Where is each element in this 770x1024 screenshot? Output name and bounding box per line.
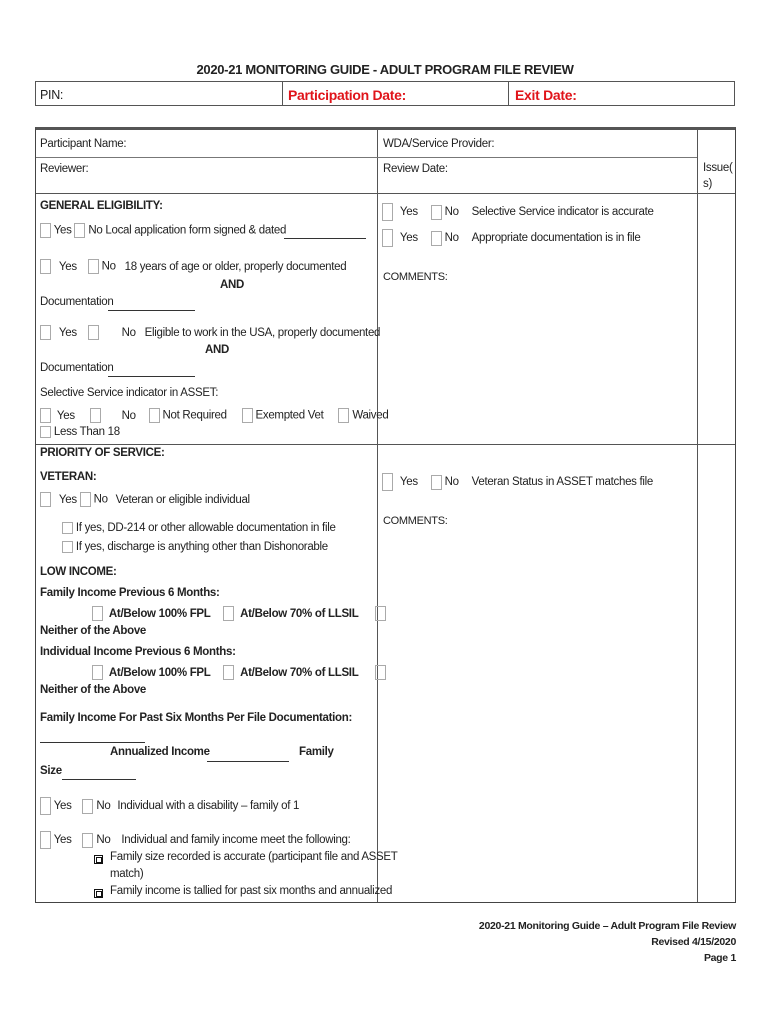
ss-accurate-row [382, 203, 654, 221]
documentation-label: Documentation [40, 362, 114, 374]
row-divider [36, 193, 735, 194]
no-checkbox[interactable] [88, 325, 99, 340]
exempted-vet-label: Exempted Vet [255, 409, 324, 422]
comments-label: COMMENTS: [383, 271, 448, 283]
yes-label: Yes [399, 232, 418, 245]
ss-options-row [40, 408, 388, 423]
discharge-text: If yes, discharge is anything other than Dishonorable [75, 541, 328, 554]
issues-label: Issue( [703, 162, 733, 174]
app-form-row [40, 223, 286, 238]
family-label: Family [299, 746, 334, 758]
blank-line [62, 779, 136, 780]
llsil-checkbox[interactable] [223, 606, 234, 621]
yes-checkbox[interactable] [40, 797, 51, 815]
docs-row [382, 229, 640, 247]
less-than-18-row [40, 426, 120, 438]
divider [282, 82, 283, 105]
row-divider [36, 444, 735, 445]
yes-label: Yes [53, 224, 72, 237]
general-eligibility-heading: GENERAL ELIGIBILITY: [40, 200, 163, 212]
issues-label-2: s) [703, 178, 712, 190]
veteran-text: Veteran or eligible individual [115, 493, 250, 506]
participation-date-label: Participation Date: [288, 87, 406, 103]
and-label: AND [205, 344, 230, 356]
yes-checkbox[interactable] [382, 473, 393, 491]
fpl-label: At/Below 100% FPL [108, 666, 211, 679]
disability-text: Individual with a disability – family of 1 [117, 800, 300, 813]
yes-checkbox[interactable] [40, 325, 51, 340]
dd214-checkbox[interactable] [62, 522, 73, 534]
yes-label: Yes [58, 493, 77, 506]
individual-fpl-row [92, 665, 386, 680]
no-label: No [88, 224, 103, 237]
less-than-18-checkbox[interactable] [40, 426, 51, 438]
less-than-18-label: Less Than 18 [53, 426, 120, 439]
vet-status-row [382, 473, 653, 491]
participant-name-label: Participant Name: [40, 138, 127, 150]
not-required-label: Not Required [162, 409, 227, 422]
app-form-text: Local application form signed & dated [105, 224, 287, 237]
wda-provider-label: WDA/Service Provider: [383, 138, 495, 150]
yes-label: Yes [58, 326, 77, 339]
neither-label: Neither of the Above [40, 625, 147, 637]
past-six-heading: Family Income For Past Six Months Per File Documentation: [40, 712, 352, 724]
no-label: No [96, 834, 111, 847]
priority-heading: PRIORITY OF SERVICE: [40, 447, 165, 459]
fpl-checkbox[interactable] [92, 606, 103, 621]
no-checkbox[interactable] [90, 408, 101, 423]
yes-checkbox[interactable] [40, 408, 51, 423]
docs-text: Appropriate documentation is in file [471, 232, 641, 245]
footer-page: Page 1 [703, 952, 736, 964]
no-checkbox[interactable] [80, 492, 91, 507]
bullet-checkbox-icon [94, 855, 103, 864]
individual-income-heading: Individual Income Previous 6 Months: [40, 646, 236, 658]
income-meet-row [40, 831, 351, 849]
bullet2-text: Family income is tallied for past six months and annualized [110, 885, 393, 897]
dd214-row [62, 522, 336, 534]
yes-checkbox[interactable] [40, 223, 51, 238]
blank-line [284, 238, 366, 239]
yes-label: Yes [53, 800, 72, 813]
no-checkbox[interactable] [88, 259, 99, 274]
yes-label: Yes [53, 834, 72, 847]
footer-revised: Revised 4/15/2020 [651, 936, 736, 948]
blank-line [40, 742, 145, 743]
dd214-text: If yes, DD-214 or other allowable documentation in file [75, 522, 336, 535]
bullet1-text: Family size recorded is accurate (participant file and ASSET [110, 851, 398, 863]
exit-date-label: Exit Date: [515, 87, 577, 103]
no-label: No [96, 800, 111, 813]
no-label: No [93, 493, 108, 506]
no-checkbox[interactable] [431, 205, 442, 220]
no-label: No [444, 206, 459, 219]
review-date-label: Review Date: [383, 163, 448, 175]
yes-label: Yes [399, 206, 418, 219]
blank-line [207, 761, 289, 762]
waived-label: Waived [352, 409, 389, 422]
neither-label: Neither of the Above [40, 684, 147, 696]
no-label: No [101, 260, 116, 273]
family-fpl-row [92, 606, 386, 621]
divider [508, 82, 509, 105]
low-income-heading: LOW INCOME: [40, 566, 117, 578]
llsil-checkbox[interactable] [223, 665, 234, 680]
family-income-heading: Family Income Previous 6 Months: [40, 587, 220, 599]
neither-checkbox[interactable] [375, 606, 386, 621]
page-title: 2020-21 MONITORING GUIDE - ADULT PROGRAM FILE REVIEW [196, 62, 574, 77]
exempted-vet-checkbox[interactable] [242, 408, 253, 423]
yes-label: Yes [56, 409, 75, 422]
no-checkbox[interactable] [431, 475, 442, 490]
no-label: No [444, 232, 459, 245]
col-divider [377, 128, 378, 902]
fpl-checkbox[interactable] [92, 665, 103, 680]
yes-checkbox[interactable] [40, 492, 51, 507]
not-required-checkbox[interactable] [149, 408, 160, 423]
footer-title: 2020-21 Monitoring Guide – Adult Program File Review [478, 920, 736, 932]
age-text: 18 years of age or older, properly documented [124, 260, 347, 273]
and-label: AND [220, 279, 245, 291]
disability-row [40, 797, 299, 815]
blank-line [108, 310, 195, 311]
yes-checkbox[interactable] [382, 203, 393, 221]
yes-checkbox[interactable] [382, 229, 393, 247]
no-checkbox[interactable] [82, 799, 93, 814]
pin-label: PIN: [40, 88, 64, 102]
yes-checkbox[interactable] [40, 259, 51, 274]
no-label: No [444, 476, 459, 489]
discharge-checkbox[interactable] [62, 541, 73, 553]
ss-accurate-text: Selective Service indicator is accurate [471, 206, 654, 219]
no-checkbox[interactable] [82, 833, 93, 848]
size-label: Size [40, 765, 62, 777]
work-text: Eligible to work in the USA, properly documented [144, 326, 381, 339]
yes-label: Yes [399, 476, 418, 489]
no-label: No [121, 326, 136, 339]
age-row [40, 259, 346, 274]
row-divider [36, 157, 697, 158]
waived-checkbox[interactable] [338, 408, 349, 423]
fpl-label: At/Below 100% FPL [108, 607, 211, 620]
vet-status-text: Veteran Status in ASSET matches file [471, 476, 654, 489]
discharge-row [62, 541, 328, 553]
ss-label: Selective Service indicator in ASSET: [40, 387, 219, 399]
reviewer-label: Reviewer: [40, 163, 89, 175]
no-checkbox[interactable] [431, 231, 442, 246]
veteran-heading: VETERAN: [40, 471, 97, 483]
neither-checkbox[interactable] [375, 665, 386, 680]
comments-label: COMMENTS: [383, 515, 448, 527]
veteran-row [40, 492, 250, 507]
llsil-label: At/Below 70% of LLSIL [240, 607, 359, 620]
work-row [40, 325, 380, 340]
yes-checkbox[interactable] [40, 831, 51, 849]
documentation-label: Documentation [40, 296, 114, 308]
yes-label: Yes [58, 260, 77, 273]
annualized-label: Annualized Income [110, 746, 210, 758]
bullet-checkbox-icon [94, 889, 103, 898]
bullet1-text-cont: match) [110, 868, 144, 880]
blank-line [108, 376, 195, 377]
col-divider [697, 128, 698, 902]
no-checkbox[interactable] [74, 223, 85, 238]
income-meet-text: Individual and family income meet the following: [121, 834, 351, 847]
llsil-label: At/Below 70% of LLSIL [240, 666, 359, 679]
no-label: No [121, 409, 136, 422]
